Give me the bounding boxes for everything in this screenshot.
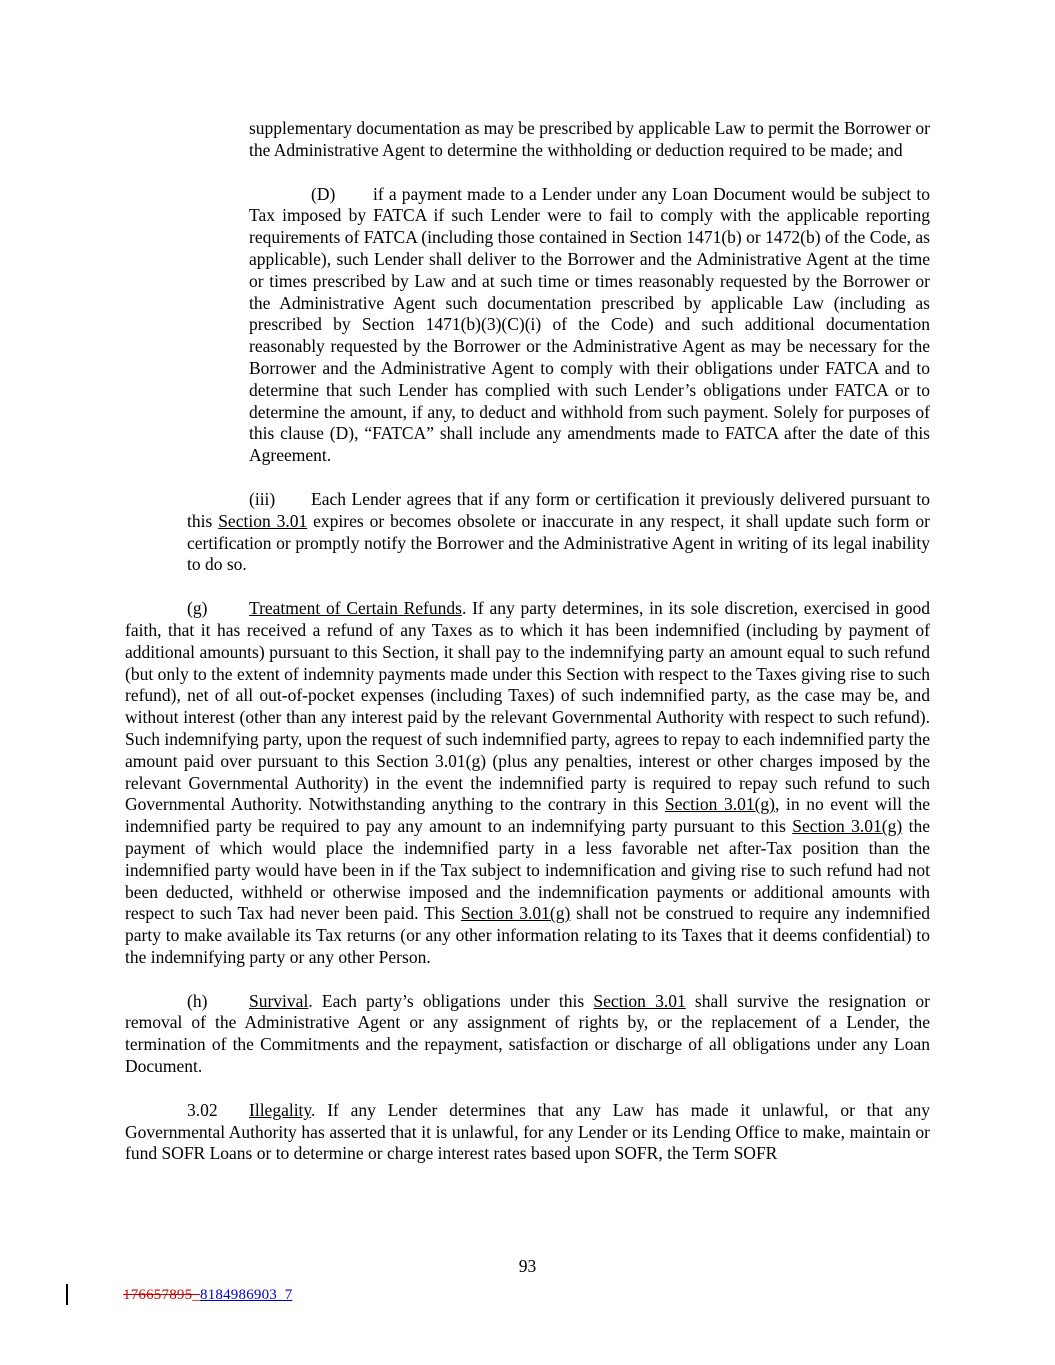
text-run: , in no event will the indemnified party be required to pay any amount to an indemnifying party pursuant to this <box>125 794 930 837</box>
underlined-text-run: Section 3.01(g) <box>460 903 571 924</box>
text-run: Each Lender agrees that if any form or certification it previously delivered pursuant to this <box>187 488 930 531</box>
underlined-text-run: Treatment of Certain Refunds <box>249 598 462 619</box>
page-number: 93 <box>518 1256 537 1276</box>
paragraph-clause-c-continuation <box>249 118 930 162</box>
text-run: expires or becomes obsolete or inaccurate in any respect, it shall update such form or certification or promptly notify the Borrower and the Administrative Agent in writing of its legal inability to do so. <box>187 510 930 575</box>
paragraph-label: (h) <box>187 990 208 1011</box>
text-run: . If any Lender determines that any Law has made it unlawful, or that any Governmental Authority has asserted that it is unlawful, for any Lender or its Lending Office to make, maintain or fund SOFR Loans or to determine or charge interest rates based upon SOFR, the Term SOFR <box>125 1099 930 1164</box>
text-run: shall not be construed to require any indemnified party to make available its Tax returns (or any other information relating to its Taxes that it deems confidential) to the indemnifying party or any other Person. <box>125 903 930 967</box>
paragraph-label: (D) <box>311 183 336 204</box>
paragraph-section-3-02-illegality <box>125 1100 930 1165</box>
paragraph-section-h-survival <box>125 991 930 1078</box>
text-run: if a payment made to a Lender under any Loan Document would be subject to Tax imposed by FATCA if such Lender were to fail to comply with the applicable reporting requirements of FATCA (including those contained in Section 1471(b) or 1472(b) of the Code, as applicable), such Lender shall deliver to the Borrower and the Administrative Agent at the time or times prescribed by Law and at such time or times reasonably requested by the Borrower or the Administrative Agent such documentation prescribed by applicable Law (including as prescribed by Section 1471(b)(3)(C)(i) of the Code) and such additional documentation reasonably requested by the Borrower or the Administrative Agent as may be necessary for the Borrower and the Administrative Agent to comply with their obligations under FATCA and to determine that such Lender has complied with such Lender’s obligations under FATCA or to determine the amount, if any, to deduct and withhold from such payment. Solely for purposes of this clause (D), “FATCA” shall include any amendments made to FATCA after the date of this Agreement. <box>249 183 930 466</box>
text-run: supplementary documentation as may be prescribed by applicable Law to permit the Borrower or the Administrative Agent to determine the withholding or deduction required to be made; and <box>249 118 930 160</box>
text-run: . If any party determines, in its sole discretion, exercised in good faith, that it has received a refund of any Taxes as to which it has been indemnified (including by payment of additional amounts) pursuant to this Section, it shall pay to the indemnifying party an amount equal to such refund (but only to the extent of indemnity payments made under this Section with respect to the Taxes giving rise to such refund), net of all out-of-pocket expenses (including Taxes) of such indemnified party, as the case may be, and without interest (other than any interest paid by the relevant Governmental Authority with respect to such refund). Such indemnifying party, upon the request of such indemnified party, agrees to repay to each indemnified party the amount paid over pursuant to this Section 3.01(g) (plus any penalties, interest or other charges imposed by the relevant Governmental Authority) in the event the indemnified party is required to repay such refund to such Governmental Authority. Notwithstanding anything to the contrary in this <box>125 598 930 815</box>
paragraph-clause-d <box>249 184 930 467</box>
change-bar <box>66 1284 68 1305</box>
text-run: . Each party’s obligations under this <box>308 990 594 1011</box>
footer-inserted-doc-number: 8184986903_7 <box>200 1287 293 1303</box>
underlined-text-run: Section 3.01(g) <box>664 794 776 815</box>
paragraph-label: (iii) <box>249 488 276 509</box>
paragraph-label: 3.02 <box>187 1099 218 1120</box>
underlined-text-run: Illegality <box>249 1099 312 1120</box>
underlined-text-run: Survival <box>249 990 309 1011</box>
underlined-text-run: Section 3.01(g) <box>792 816 903 837</box>
footer-deleted-doc-number: 176657895_ <box>123 1287 200 1303</box>
paragraph-clause-iii <box>187 489 930 576</box>
text-run: shall survive the resignation or removal of the Administrative Agent or any assignment of rights by, or the replacement of a Lender, the termination of the Commitments and the repayment, satisfaction or discharge of all obligations under any Loan Document. <box>125 990 930 1077</box>
footer-doc-id <box>123 1287 292 1304</box>
text-run: the payment of which would place the indemnified party in a less favorable net after-Tax position than the indemnified party would have been in if the Tax subject to indemnification and giving rise to such refund had not been deducted, withheld or otherwise imposed and the indemnification payments or additional amounts with respect to such Tax had never been paid. This <box>125 816 930 924</box>
underlined-text-run: Section 3.01 <box>218 510 308 531</box>
document-body <box>125 118 930 1187</box>
paragraph-label: (g) <box>187 598 208 619</box>
underlined-text-run: Section 3.01 <box>593 990 686 1011</box>
paragraph-section-g-treatment-of-certain-refunds <box>125 598 930 969</box>
